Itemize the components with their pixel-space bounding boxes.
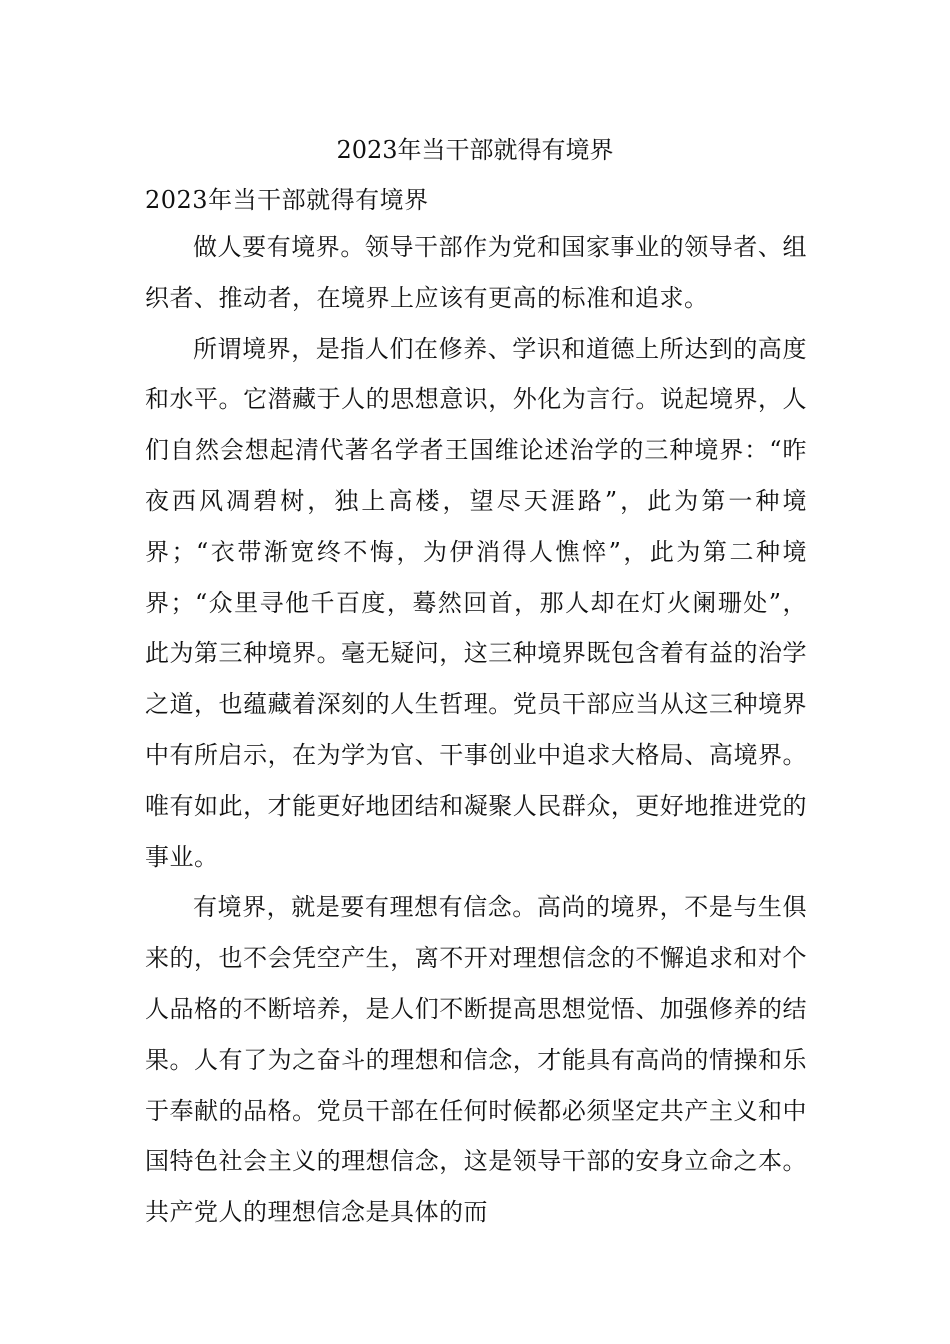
paragraph-3: 有境界，就是要有理想有信念。高尚的境界，不是与生俱来的，也不会凭空产生，离不开对理想信念的不懈追求和对个人品格的不断培养，是人们不断提高思想觉悟、加强修养的结果。人有了为之奋斗的理想和信念，才能具有高尚的情操和乐于奉献的品格。党员干部在任何时候都必须坚定共产主义和中国特色社会主义的理想信念，这是领导干部的安身立命之本。共产党人的理想信念是具体的而: [145, 893, 807, 1227]
document-body: [145, 178, 807, 1238]
document-subtitle: 2023年当干部就得有境界: [145, 186, 429, 214]
document-title: 2023年当干部就得有境界: [336, 136, 614, 164]
paragraph-2: 所谓境界，是指人们在修养、学识和道德上所达到的高度和水平。它潜藏于人的思想意识，外化为言行。说起境界，人们自然会想起清代著名学者王国维论述治学的三种境界：“昨夜西风凋碧树，独上高楼，望尽天涯路”，此为第一种境界；“衣带渐宽终不悔，为伊消得人憔悴”，此为第二种境界；“众里寻他千百度，蓦然回首，那人却在灯火阑珊处”，此为第三种境界。毫无疑问，这三种境界既包含着有益的治学之道，也蕴藏着深刻的人生哲理。党员干部应当从这三种境界中有所启示，在为学为官、干事创业中追求大格局、高境界。唯有如此，才能更好地团结和凝聚人民群众，更好地推进党的事业。: [145, 334, 807, 871]
paragraph-1: 做人要有境界。领导干部作为党和国家事业的领导者、组织者、推动者，在境界上应该有更高的标准和追求。: [145, 233, 807, 312]
